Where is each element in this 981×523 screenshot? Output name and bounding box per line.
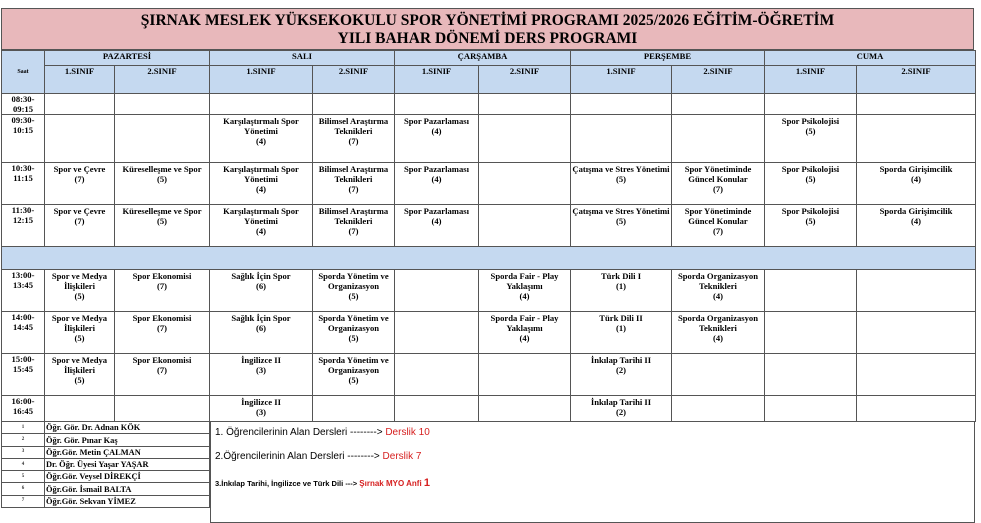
- class-header: 1.SINIF: [395, 66, 479, 94]
- course-cell: [210, 163, 313, 205]
- course-entry: [572, 354, 670, 375]
- course-cell: [313, 270, 395, 312]
- course-entry: [116, 312, 208, 333]
- course-cell: [765, 205, 857, 247]
- course-cell: [115, 354, 210, 396]
- day-header-monday: PAZARTESİ: [45, 51, 210, 66]
- teacher-code: (4): [255, 136, 267, 146]
- day-header-thursday: PERŞEMBE: [571, 51, 765, 66]
- course-entry: [480, 270, 569, 301]
- course-entry: [116, 163, 208, 184]
- course-name: Spor Yönetiminde Güncel Konular: [684, 164, 752, 184]
- course-cell: [45, 270, 115, 312]
- time-slot-row: [2, 354, 976, 396]
- teacher-code: (7): [74, 174, 85, 184]
- course-cell: [765, 115, 857, 163]
- course-cell: [313, 396, 395, 422]
- teacher-code: (3): [255, 407, 267, 417]
- course-name: Sporda Organizasyon Teknikleri: [678, 313, 758, 333]
- teacher-code: (7): [156, 365, 168, 375]
- course-cell: [115, 94, 210, 115]
- teacher-code: (7): [712, 184, 724, 194]
- teacher-code: (4): [431, 216, 442, 226]
- teacher-code: (5): [348, 291, 359, 301]
- course-cell: [210, 205, 313, 247]
- teacher-code: (2): [615, 407, 627, 417]
- teacher-number: 3: [2, 446, 45, 458]
- course-cell: [115, 312, 210, 354]
- course-cell: [313, 163, 395, 205]
- note-common-room-number: 1: [423, 477, 431, 489]
- course-entry: [572, 270, 670, 291]
- teacher-row: [2, 422, 210, 434]
- course-cell: [479, 94, 571, 115]
- teacher-code: (5): [348, 375, 359, 385]
- teacher-code: (4): [255, 226, 267, 236]
- course-cell: [210, 270, 313, 312]
- course-entry: [46, 312, 113, 343]
- time-cell: 13:00-13:45: [2, 270, 45, 312]
- course-name: Çatışma ve Stres Yönetimi: [572, 164, 670, 174]
- course-cell: [571, 270, 672, 312]
- teacher-name: Öğr.Gör. Metin ÇALMAN: [45, 446, 210, 458]
- saat-header: Saat: [2, 51, 45, 94]
- course-cell: [313, 312, 395, 354]
- course-name: Spor ve Çevre: [53, 164, 106, 174]
- teacher-code: (7): [348, 184, 359, 194]
- course-name: Spor Ekonomisi: [132, 313, 192, 323]
- course-entry: [673, 270, 763, 301]
- course-cell: [313, 205, 395, 247]
- course-name: Spor Psikolojisi: [781, 116, 840, 126]
- teacher-code: (5): [74, 375, 85, 385]
- day-header-wednesday: ÇARŞAMBA: [395, 51, 571, 66]
- course-entry: [396, 115, 477, 136]
- teacher-code: (4): [910, 216, 922, 226]
- teacher-code: (5): [156, 174, 168, 184]
- course-cell: [672, 396, 765, 422]
- course-cell: [395, 163, 479, 205]
- course-cell: [395, 115, 479, 163]
- note-class-2-room: Derslik 7: [382, 451, 422, 462]
- course-cell: [210, 396, 313, 422]
- course-name: Çatışma ve Stres Yönetimi: [572, 206, 670, 216]
- course-cell: [115, 163, 210, 205]
- class-header: 1.SINIF: [765, 66, 857, 94]
- course-cell: [479, 354, 571, 396]
- note-class-1-room: Derslik 10: [385, 427, 430, 438]
- course-cell: [210, 312, 313, 354]
- course-cell: [479, 115, 571, 163]
- course-cell: [571, 396, 672, 422]
- course-entry: [314, 270, 393, 301]
- course-cell: [857, 163, 976, 205]
- teacher-code: (7): [156, 281, 168, 291]
- course-cell: [45, 354, 115, 396]
- course-entry: [211, 354, 311, 375]
- course-name: Sporda Fair - Play Yaklaşımı: [490, 313, 559, 333]
- day-header-row: [2, 51, 976, 66]
- course-entry: [396, 163, 477, 184]
- course-name: Sporda Organizasyon Teknikleri: [678, 271, 758, 291]
- course-cell: [765, 312, 857, 354]
- course-name: Spor Pazarlaması: [403, 116, 469, 126]
- note-class-2-text: 2.Öğrencilerinin Alan Dersleri -------->: [215, 451, 383, 462]
- teacher-name: Öğr.Gör. Sekvan YİMEZ: [45, 495, 210, 507]
- course-cell: [672, 270, 765, 312]
- class-header: 1.SINIF: [45, 66, 115, 94]
- course-name: Sağlık İçin Spor: [231, 271, 291, 281]
- course-name: Bilimsel Araştırma Teknikleri: [318, 206, 389, 226]
- teacher-code: (1): [615, 281, 627, 291]
- course-name: Spor Yönetiminde Güncel Konular: [684, 206, 752, 226]
- day-header-tuesday: SALI: [210, 51, 395, 66]
- course-cell: [210, 115, 313, 163]
- note-common-courses: [215, 477, 430, 489]
- course-name: Sağlık İçin Spor: [231, 313, 291, 323]
- class-header: 2.SINIF: [479, 66, 571, 94]
- teacher-code: (3): [255, 365, 267, 375]
- course-name: Sporda Yönetim ve Organizasyon: [318, 355, 389, 375]
- course-cell: [857, 205, 976, 247]
- teacher-code: (4): [255, 184, 267, 194]
- course-name: Sporda Yönetim ve Organizasyon: [318, 313, 389, 333]
- course-cell: [479, 205, 571, 247]
- time-slot-row: [2, 163, 976, 205]
- course-entry: [211, 115, 311, 146]
- course-cell: [313, 115, 395, 163]
- course-cell: [45, 396, 115, 422]
- course-entry: [766, 115, 855, 136]
- teacher-code: (2): [615, 365, 627, 375]
- course-name: Sporda Yönetim ve Organizasyon: [318, 271, 389, 291]
- teacher-number: 2: [2, 434, 45, 446]
- teacher-code: (4): [712, 333, 724, 343]
- course-entry: [572, 312, 670, 333]
- course-entry: [116, 354, 208, 375]
- time-cell: 15:00-15:45: [2, 354, 45, 396]
- course-name: Türk Dili I: [600, 271, 642, 281]
- course-entry: [314, 163, 393, 194]
- note-common-room: [359, 479, 430, 488]
- teacher-code: (4): [519, 291, 530, 301]
- course-cell: [571, 115, 672, 163]
- class-header-row: [2, 66, 976, 94]
- teacher-row: [2, 483, 210, 495]
- teacher-name: Öğr. Gör. Pınar Kaş: [45, 434, 210, 446]
- teacher-code: (5): [74, 291, 85, 301]
- teacher-code: (5): [805, 174, 816, 184]
- note-class-1-text: 1. Öğrencilerinin Alan Dersleri -------->: [215, 427, 386, 438]
- teacher-code: (7): [712, 226, 724, 236]
- teacher-code: (4): [519, 333, 530, 343]
- course-cell: [479, 312, 571, 354]
- class-header: 1.SINIF: [571, 66, 672, 94]
- teacher-code: (4): [910, 174, 922, 184]
- course-cell: [45, 205, 115, 247]
- course-entry: [314, 354, 393, 385]
- course-cell: [857, 354, 976, 396]
- room-notes: [210, 421, 975, 523]
- course-entry: [211, 396, 311, 417]
- course-entry: [673, 163, 763, 194]
- course-entry: [858, 205, 974, 226]
- time-slot-row: [2, 94, 976, 115]
- time-slot-row: [2, 115, 976, 163]
- course-name: Karşılaştırmalı Spor Yönetimi: [223, 206, 299, 226]
- teacher-name: Öğr. Gör. Dr. Adnan KÖK: [45, 422, 210, 434]
- title-line-2: YILI BAHAR DÖNEMİ DERS PROGRAMI: [337, 30, 638, 47]
- teacher-code: (7): [348, 136, 359, 146]
- note-class-1: [215, 427, 430, 438]
- course-entry: [46, 270, 113, 301]
- teacher-row: [2, 495, 210, 507]
- course-cell: [571, 205, 672, 247]
- course-entry: [46, 163, 113, 184]
- time-cell: 14:00-14:45: [2, 312, 45, 354]
- course-name: İnkılap Tarihi II: [590, 397, 652, 407]
- course-entry: [314, 312, 393, 343]
- course-cell: [45, 115, 115, 163]
- course-cell: [672, 354, 765, 396]
- course-cell: [45, 312, 115, 354]
- course-cell: [395, 94, 479, 115]
- teacher-name: Öğr.Gör. İsmail BALTA: [45, 483, 210, 495]
- teacher-code: (6): [255, 323, 267, 333]
- teacher-number: 6: [2, 483, 45, 495]
- course-entry: [211, 270, 311, 291]
- course-cell: [45, 163, 115, 205]
- class-header: 2.SINIF: [115, 66, 210, 94]
- course-cell: [857, 115, 976, 163]
- time-cell: 09:30-10:15: [2, 115, 45, 163]
- teacher-code: (7): [348, 226, 359, 236]
- course-cell: [571, 354, 672, 396]
- teacher-code: (5): [805, 126, 816, 136]
- teacher-number: 1: [2, 422, 45, 434]
- course-entry: [766, 163, 855, 184]
- course-cell: [313, 94, 395, 115]
- time-cell: 10:30-11:15: [2, 163, 45, 205]
- course-name: İngilizce II: [241, 397, 281, 407]
- course-entry: [314, 115, 393, 146]
- course-cell: [857, 396, 976, 422]
- note-class-2: [215, 451, 421, 462]
- course-name: Sporda Girişimcilik: [879, 164, 953, 174]
- course-cell: [571, 163, 672, 205]
- course-name: Spor ve Medya İlişkileri: [51, 355, 108, 375]
- course-name: Spor Psikolojisi: [781, 164, 840, 174]
- teacher-code: (5): [615, 174, 627, 184]
- teacher-code: (5): [805, 216, 816, 226]
- course-name: Spor Pazarlaması: [403, 206, 469, 216]
- teacher-row: [2, 446, 210, 458]
- course-name: Sporda Fair - Play Yaklaşımı: [490, 271, 559, 291]
- course-cell: [479, 396, 571, 422]
- course-cell: [672, 163, 765, 205]
- teacher-code: (6): [255, 281, 267, 291]
- course-cell: [765, 270, 857, 312]
- course-cell: [857, 312, 976, 354]
- course-name: Spor Psikolojisi: [781, 206, 840, 216]
- course-cell: [479, 163, 571, 205]
- course-cell: [115, 115, 210, 163]
- course-name: Bilimsel Araştırma Teknikleri: [318, 116, 389, 136]
- course-cell: [115, 205, 210, 247]
- course-cell: [857, 270, 976, 312]
- course-cell: [479, 270, 571, 312]
- title-line-1: ŞIRNAK MESLEK YÜKSEKOKULU SPOR YÖNETİMİ PROGRAMI 2025/2026 EĞİTİM-ÖĞRETİM: [140, 12, 835, 29]
- teacher-list: [1, 421, 210, 508]
- teacher-name: Dr. Öğr. Üyesi Yaşar YAŞAR: [45, 458, 210, 470]
- teacher-code: (7): [156, 323, 168, 333]
- lunch-break-cell: [2, 247, 976, 270]
- course-name: Spor ve Çevre: [53, 206, 106, 216]
- course-entry: [572, 205, 670, 226]
- course-cell: [210, 94, 313, 115]
- note-common-room-name: Şırnak MYO Anfi: [359, 479, 424, 488]
- course-entry: [46, 205, 113, 226]
- course-entry: [858, 163, 974, 184]
- teacher-code: (4): [431, 174, 442, 184]
- course-name: Spor Ekonomisi: [132, 271, 192, 281]
- course-name: Türk Dili II: [599, 313, 643, 323]
- course-name: Spor Ekonomisi: [132, 355, 192, 365]
- course-entry: [572, 396, 670, 417]
- time-cell: 16:00-16:45: [2, 396, 45, 422]
- course-cell: [765, 94, 857, 115]
- teacher-number: 4: [2, 458, 45, 470]
- course-cell: [672, 115, 765, 163]
- course-entry: [211, 163, 311, 194]
- course-name: Bilimsel Araştırma Teknikleri: [318, 164, 389, 184]
- course-cell: [313, 354, 395, 396]
- note-common-text: 3.İnkılap Tarihi, İngilizce ve Türk Dili --->: [215, 479, 360, 488]
- course-cell: [765, 354, 857, 396]
- class-header: 2.SINIF: [313, 66, 395, 94]
- teacher-code: (1): [615, 323, 627, 333]
- day-header-friday: CUMA: [765, 51, 976, 66]
- course-name: Karşılaştırmalı Spor Yönetimi: [223, 164, 299, 184]
- course-name: Küreselleşme ve Spor: [122, 164, 202, 174]
- course-entry: [673, 205, 763, 236]
- course-entry: [673, 312, 763, 343]
- lunch-break-row: [2, 247, 976, 270]
- teacher-row: [2, 458, 210, 470]
- course-cell: [45, 94, 115, 115]
- course-name: İngilizce II: [241, 355, 281, 365]
- time-slot-row: [2, 396, 976, 422]
- teacher-code: (5): [348, 333, 359, 343]
- teacher-code: (4): [712, 291, 724, 301]
- class-header: 2.SINIF: [857, 66, 976, 94]
- course-cell: [672, 312, 765, 354]
- course-cell: [571, 312, 672, 354]
- teacher-number: 5: [2, 471, 45, 483]
- course-entry: [314, 205, 393, 236]
- teacher-code: (5): [615, 216, 627, 226]
- course-cell: [395, 396, 479, 422]
- course-name: Küreselleşme ve Spor: [122, 206, 202, 216]
- course-entry: [116, 270, 208, 291]
- teacher-name: Öğr.Gör. Veysel DİREKÇİ: [45, 471, 210, 483]
- course-entry: [116, 205, 208, 226]
- course-entry: [766, 205, 855, 226]
- course-entry: [46, 354, 113, 385]
- course-entry: [211, 312, 311, 333]
- course-cell: [571, 94, 672, 115]
- teacher-code: (5): [74, 333, 85, 343]
- time-slot-row: [2, 312, 976, 354]
- course-cell: [765, 396, 857, 422]
- course-name: Spor ve Medya İlişkileri: [51, 313, 108, 333]
- course-cell: [395, 270, 479, 312]
- course-entry: [480, 312, 569, 343]
- course-cell: [210, 354, 313, 396]
- course-cell: [115, 270, 210, 312]
- teacher-code: (4): [431, 126, 442, 136]
- course-entry: [396, 205, 477, 226]
- course-entry: [572, 163, 670, 184]
- course-cell: [115, 396, 210, 422]
- schedule-table: [1, 50, 976, 422]
- time-cell: 11:30-12:15: [2, 205, 45, 247]
- teacher-row: [2, 471, 210, 483]
- course-cell: [395, 312, 479, 354]
- time-slot-row: [2, 270, 976, 312]
- course-name: Spor Pazarlaması: [403, 164, 469, 174]
- course-cell: [672, 94, 765, 115]
- teacher-number: 7: [2, 495, 45, 507]
- course-cell: [857, 94, 976, 115]
- course-name: Sporda Girişimcilik: [879, 206, 953, 216]
- time-slot-row: [2, 205, 976, 247]
- course-entry: [211, 205, 311, 236]
- class-header: 1.SINIF: [210, 66, 313, 94]
- page-title: [1, 8, 974, 50]
- teacher-code: (7): [74, 216, 85, 226]
- class-header: 2.SINIF: [672, 66, 765, 94]
- course-cell: [395, 354, 479, 396]
- teacher-code: (5): [156, 216, 168, 226]
- time-cell: 08:30- 09:15: [2, 94, 45, 115]
- course-cell: [395, 205, 479, 247]
- course-cell: [765, 163, 857, 205]
- course-name: Spor ve Medya İlişkileri: [51, 271, 108, 291]
- course-name: Karşılaştırmalı Spor Yönetimi: [223, 116, 299, 136]
- course-name: İnkılap Tarihi II: [590, 355, 652, 365]
- course-cell: [672, 205, 765, 247]
- teacher-row: [2, 434, 210, 446]
